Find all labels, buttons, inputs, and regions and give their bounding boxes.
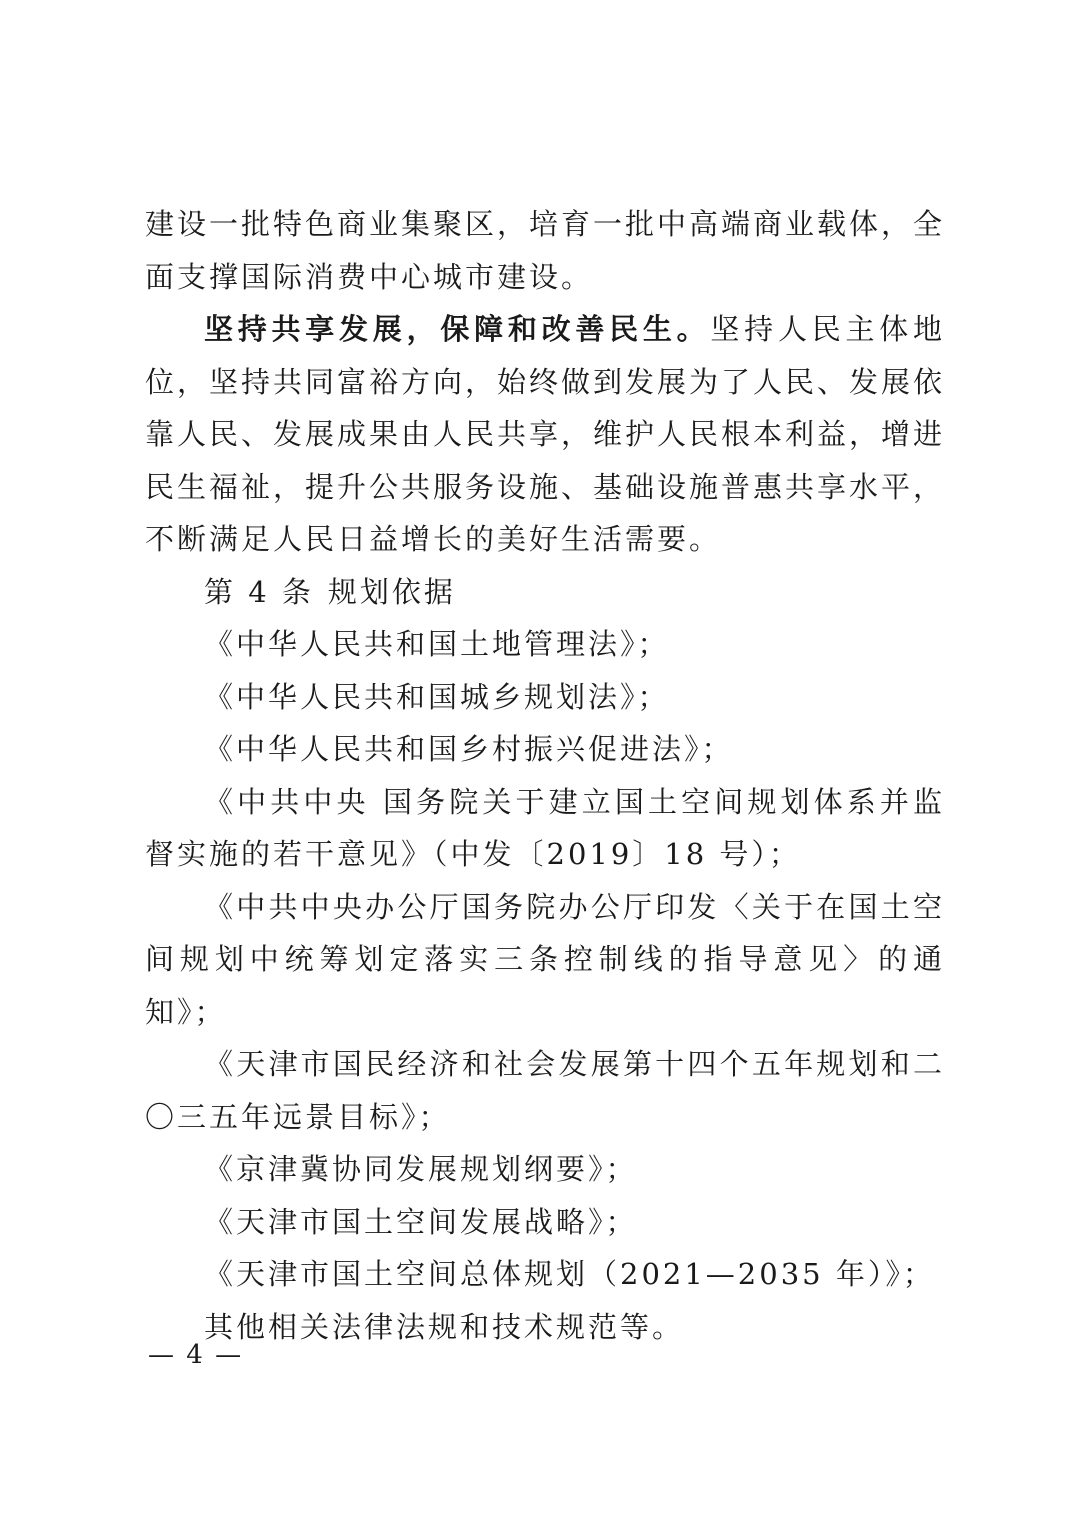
paragraph-continuation bbox=[145, 198, 945, 303]
paragraph-text: 坚持人民主体地位，坚持共同富裕方向，始终做到发展为了人民、发展依靠人民、发展成果由人民共享，维护人民根本利益，增进民生福祉，提升公共服务设施、基础设施普惠共享水平，不断满足人民日益增长的美好生活需要。 bbox=[145, 312, 946, 556]
reference-text: 《天津市国民经济和社会发展第十四个五年规划和二〇三五年远景目标》； bbox=[145, 1047, 945, 1134]
reference-item bbox=[145, 618, 945, 671]
reference-text: 《京津冀协同发展规划纲要》； bbox=[204, 1152, 638, 1186]
reference-text: 《中共中央办公厅国务院办公厅印发〈关于在国土空间规划中统筹划定落实三条控制线的指导意见〉的通知》； bbox=[145, 889, 945, 1029]
reference-item bbox=[145, 1248, 945, 1301]
reference-text: 《中共中央 国务院关于建立国土空间规划体系并监督实施的若干意见》（中发〔2019〕18 号）； bbox=[145, 784, 945, 871]
reference-item bbox=[145, 1038, 945, 1143]
reference-item bbox=[145, 671, 945, 724]
reference-text: 《中华人民共和国乡村振兴促进法》； bbox=[204, 732, 734, 766]
reference-item bbox=[145, 1301, 945, 1354]
article-title: 规划依据 bbox=[327, 574, 456, 609]
paragraph-lead: 坚持共享发展，保障和改善民生。 bbox=[204, 312, 711, 346]
reference-text: 其他相关法律法规和技术规范等。 bbox=[204, 1309, 685, 1344]
article-heading bbox=[145, 566, 945, 619]
document-body bbox=[145, 198, 945, 1353]
reference-text: 《中华人民共和国土地管理法》； bbox=[204, 627, 670, 661]
reference-item bbox=[145, 1196, 945, 1249]
reference-text: 《天津市国土空间总体规划（2021—2035 年）》； bbox=[204, 1257, 935, 1291]
article-label: 第 4 条 bbox=[204, 574, 314, 609]
reference-item bbox=[145, 776, 945, 881]
paragraph-shared-development bbox=[145, 303, 945, 566]
reference-item bbox=[145, 723, 945, 776]
reference-item bbox=[145, 1143, 945, 1196]
paragraph-text: 建设一批特色商业集聚区，培育一批中高端商业载体，全面支撑国际消费中心城市建设。 bbox=[145, 207, 946, 294]
reference-text: 《天津市国土空间发展战略》； bbox=[204, 1204, 638, 1239]
reference-text: 《中华人民共和国城乡规划法》； bbox=[204, 679, 670, 714]
reference-item bbox=[145, 881, 945, 1039]
page-number: — 4 — bbox=[148, 1340, 244, 1370]
